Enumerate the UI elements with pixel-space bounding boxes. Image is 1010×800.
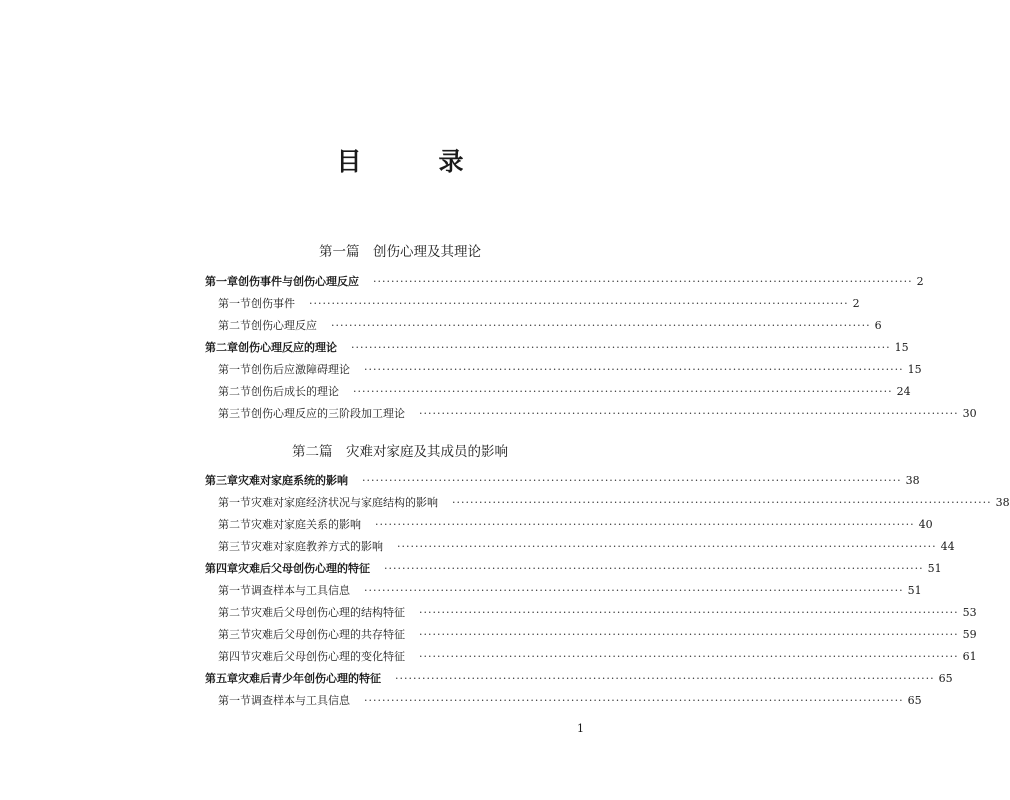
entry-page-number: 51 xyxy=(927,562,942,575)
dot-leader: ························································································································ xyxy=(364,694,904,707)
toc-chapter-entry xyxy=(205,340,909,356)
dot-leader: ························································································································ xyxy=(397,540,937,553)
entry-page-number: 2 xyxy=(852,297,860,310)
entry-title: 创伤心理反应的理论 xyxy=(238,341,337,354)
dot-leader: ························································································································ xyxy=(375,518,915,531)
dot-leader: ························································································································ xyxy=(353,385,893,398)
entry-title: 调查样本与工具信息 xyxy=(251,694,350,707)
toc-section-entry xyxy=(218,362,922,378)
dot-leader: ························································································································ xyxy=(364,363,904,376)
toc-section-entry xyxy=(218,539,955,555)
entry-page-number: 24 xyxy=(896,385,911,398)
toc-section-entry xyxy=(218,296,860,312)
entry-number: 第二章 xyxy=(205,341,238,354)
entry-page-number: 65 xyxy=(938,672,953,685)
dot-leader: ························································································································ xyxy=(384,562,924,575)
entry-number: 第三节 xyxy=(218,540,251,553)
entry-number: 第一节 xyxy=(218,297,251,310)
dot-leader: ························································································································ xyxy=(373,275,913,288)
entry-page-number: 44 xyxy=(940,540,955,553)
entry-number: 第三节 xyxy=(218,407,251,420)
dot-leader: ························································································································ xyxy=(419,628,959,641)
entry-number: 第三节 xyxy=(218,628,251,641)
entry-title: 灾难对家庭经济状况与家庭结构的影响 xyxy=(251,496,438,509)
entry-title: 创伤心理反应 xyxy=(251,319,317,332)
entry-page-number: 6 xyxy=(874,319,882,332)
toc-section-entry xyxy=(218,406,977,422)
entry-page-number: 61 xyxy=(962,650,977,663)
entry-page-number: 30 xyxy=(962,407,977,420)
page-number: 1 xyxy=(577,722,584,735)
entry-title: 灾难对家庭系统的影响 xyxy=(238,474,348,487)
dot-leader: ························································································································ xyxy=(419,650,959,663)
dot-leader: ························································································································ xyxy=(452,496,992,509)
entry-title: 创伤后成长的理论 xyxy=(251,385,339,398)
toc-chapter-entry xyxy=(205,671,953,687)
toc-section-entry xyxy=(218,649,977,665)
entry-number: 第一章 xyxy=(205,275,238,288)
entry-title: 创伤心理反应的三阶段加工理论 xyxy=(251,407,405,420)
entry-title: 灾难对家庭教养方式的影响 xyxy=(251,540,383,553)
dot-leader: ························································································································ xyxy=(419,606,959,619)
entry-number: 第一节 xyxy=(218,694,251,707)
entry-title: 灾难后父母创伤心理的结构特征 xyxy=(251,606,405,619)
dot-leader: ························································································································ xyxy=(331,319,871,332)
dot-leader: ························································································································ xyxy=(364,584,904,597)
toc-section-entry xyxy=(218,605,977,621)
toc-section-entry xyxy=(218,693,922,709)
entry-page-number: 53 xyxy=(962,606,977,619)
entry-page-number: 40 xyxy=(918,518,933,531)
toc-section-entry xyxy=(218,583,922,599)
entry-number: 第二节 xyxy=(218,518,251,531)
entry-title: 创伤事件与创伤心理反应 xyxy=(238,275,359,288)
entry-title: 创伤事件 xyxy=(251,297,295,310)
dot-leader: ························································································································ xyxy=(419,407,959,420)
entry-page-number: 15 xyxy=(907,363,922,376)
entry-page-number: 65 xyxy=(907,694,922,707)
entry-page-number: 15 xyxy=(894,341,909,354)
toc-section-entry xyxy=(218,517,933,533)
entry-title: 灾难对家庭关系的影响 xyxy=(251,518,361,531)
part-heading-2: 第二篇 灾难对家庭及其成员的影响 xyxy=(292,444,508,460)
entry-number: 第一节 xyxy=(218,363,251,376)
entry-number: 第二节 xyxy=(218,319,251,332)
dot-leader: ························································································································ xyxy=(362,474,902,487)
toc-section-entry xyxy=(218,495,1010,511)
entry-number: 第一节 xyxy=(218,584,251,597)
toc-chapter-entry xyxy=(205,561,942,577)
toc-chapter-entry xyxy=(205,473,920,489)
entry-number: 第二节 xyxy=(218,385,251,398)
entry-title: 创伤后应激障碍理论 xyxy=(251,363,350,376)
toc-section-entry xyxy=(218,384,911,400)
part-heading-1: 第一篇 创伤心理及其理论 xyxy=(319,244,481,260)
entry-number: 第五章 xyxy=(205,672,238,685)
entry-page-number: 2 xyxy=(916,275,924,288)
entry-title: 灾难后父母创伤心理的共存特征 xyxy=(251,628,405,641)
entry-title: 灾难后父母创伤心理的变化特征 xyxy=(251,650,405,663)
entry-number: 第二节 xyxy=(218,606,251,619)
dot-leader: ························································································································ xyxy=(309,297,849,310)
toc-section-entry xyxy=(218,318,882,334)
page-title: 目 录 xyxy=(336,147,490,176)
entry-title: 灾难后父母创伤心理的特征 xyxy=(238,562,370,575)
entry-page-number: 38 xyxy=(905,474,920,487)
entry-number: 第四节 xyxy=(218,650,251,663)
toc-chapter-entry xyxy=(205,274,924,290)
entry-page-number: 38 xyxy=(995,496,1010,509)
entry-title: 调查样本与工具信息 xyxy=(251,584,350,597)
dot-leader: ························································································································ xyxy=(351,341,891,354)
entry-number: 第三章 xyxy=(205,474,238,487)
dot-leader: ························································································································ xyxy=(395,672,935,685)
entry-number: 第一节 xyxy=(218,496,251,509)
entry-title: 灾难后青少年创伤心理的特征 xyxy=(238,672,381,685)
entry-page-number: 51 xyxy=(907,584,922,597)
toc-section-entry xyxy=(218,627,977,643)
entry-number: 第四章 xyxy=(205,562,238,575)
entry-page-number: 59 xyxy=(962,628,977,641)
